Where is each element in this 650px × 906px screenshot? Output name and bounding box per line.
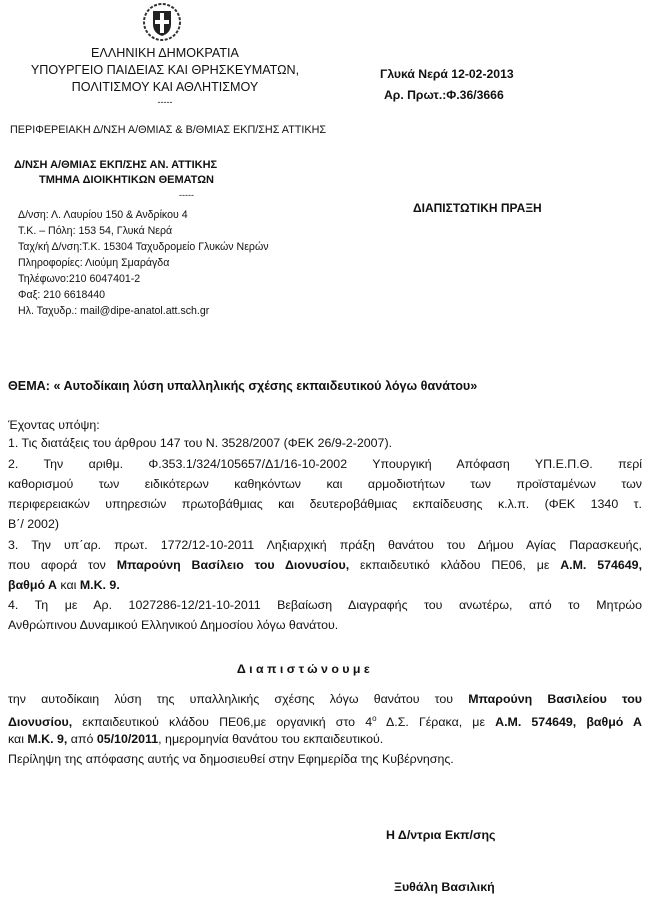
greek-coat-of-arms-icon: [142, 2, 182, 42]
salary-step: Μ.Κ. 9.: [79, 578, 120, 592]
protocol-number: Αρ. Πρωτ.:Φ.36/3666: [384, 88, 504, 102]
ministry-line-2: ΠΟΛΙΤΙΣΜΟΥ ΚΑΙ ΑΘΛΗΤΙΣΜΟΥ: [71, 80, 259, 94]
ordinal-superscript: ο: [372, 714, 377, 723]
item-2-line-4: Β΄/ 2002): [8, 517, 59, 531]
decision-text: την αυτοδίκαιη λύση της υπαλληλικής σχέσης λόγω θανάτου του: [8, 692, 469, 706]
document-type: ΔΙΑΠΙΣΤΩΤΙΚΗ ΠΡΑΞΗ: [413, 201, 542, 215]
separator: -----: [157, 97, 173, 107]
subject: ΘΕΜΑ: « Αυτοδίκαιη λύση υπαλληλικής σχέσης εκπαιδευτικού λόγω θανάτου»: [8, 379, 478, 393]
contact-phone: Τηλέφωνο:210 6047401-2: [18, 273, 141, 285]
item-3-line-3: [8, 576, 642, 595]
registry-grade: Α.Μ. 574649, βαθμό Α: [495, 715, 643, 730]
item-3-line-2: [8, 556, 642, 575]
separator-2: -----: [179, 190, 194, 200]
employee-name: Μπαρούνη Βασιλείου του: [468, 692, 642, 706]
item-3-line-1: 3. Την υπ΄αρ. πρωτ. 1772/12-10-2011 Ληξιαρχική πράξη θανάτου του Δήμου Αγίας Παρασκευής,: [8, 538, 642, 552]
contact-postcode-city: Τ.Κ. – Πόλη: 153 54, Γλυκά Νερά: [18, 225, 173, 237]
death-date: 05/10/2011: [96, 732, 159, 746]
decision-line-4: Περίληψη της απόφασης αυτής να δημοσιευθεί στην Εφημερίδα της Κυβέρνησης.: [8, 752, 454, 766]
decision-line-2: [8, 710, 642, 732]
employee-name: Μπαρούνη Βασίλειο του Διονυσίου,: [116, 558, 350, 572]
contact-address: Δ/νση: Λ. Λαυρίου 150 & Ανδρίκου 4: [18, 209, 188, 221]
contact-postal-address: Ταχ/κή Δ/νση:Τ.Κ. 15304 Ταχυδρομείο Γλυκών Νερών: [18, 241, 269, 253]
salary-step: Μ.Κ. 9,: [27, 732, 71, 746]
item-3-text: που αφορά τον: [8, 558, 117, 572]
item-2-line-2: καθορισμού των ειδικότερων καθηκόντων και αρμοδιοτήτων των προϊσταμένων των: [8, 477, 642, 491]
decision-text: Δ.Σ. Γέρακα, με: [376, 715, 496, 730]
place-date: Γλυκά Νερά 12-02-2013: [380, 67, 514, 81]
department: ΤΜΗΜΑ ΔΙΟΙΚΗΤΙΚΩΝ ΘΕΜΑΤΩΝ: [39, 174, 214, 186]
decision-text: και: [8, 732, 28, 746]
regional-directorate: ΠΕΡΙΦΕΡΕΙΑΚΗ Δ/ΝΣΗ Α/ΘΜΙΑΣ & Β/ΘΜΙΑΣ ΕΚΠ/ΣΗΣ ΑΤΤΙΚΗΣ: [10, 124, 327, 136]
decision-line-1: [8, 690, 642, 709]
ministry-line-1: ΥΠΟΥΡΓΕΙΟ ΠΑΙΔΕΙΑΣ ΚΑΙ ΘΡΗΣΚΕΥΜΑΤΩΝ,: [30, 63, 300, 77]
item-3-text: και: [56, 578, 80, 592]
item-2-line-1: 2. Την αριθμ. Φ.353.1/324/105657/Δ1/16-10-2002 Υπουργική Απόφαση ΥΠ.Ε.Π.Θ. περί: [8, 457, 642, 471]
grade: βαθμό Α: [8, 578, 57, 592]
considering-label: Έχοντας υπόψη:: [8, 418, 100, 432]
signature-title: Η Δ/ντρια Εκπ/σης: [386, 828, 496, 842]
directorate: Δ/ΝΣΗ Α/ΘΜΙΑΣ ΕΚΠ/ΣΗΣ ΑΝ. ΑΤΤΙΚΗΣ: [14, 159, 218, 171]
item-2-line-3: περιφερειακών υπηρεσιών πρωτοβάθμιας και δευτεροβάθμιας εκπαίδευσης κ.λ.π. (ΦΕΚ 1340 τ.: [8, 497, 642, 511]
item-4-line-1: 4. Τη με Αρ. 1027286-12/21-10-2011 Βεβαίωση Διαγραφής του ανωτέρω, από το Μητρώο: [8, 598, 642, 612]
item-3-text: εκπαιδευτικό κλάδου ΠΕ06, με: [349, 558, 561, 572]
contact-fax: Φαξ: 210 6618440: [18, 289, 106, 301]
contact-email: Ηλ. Ταχυδρ.: mail@dipe-anatol.att.sch.gr: [18, 305, 210, 317]
registry-number: Α.Μ. 574649,: [560, 558, 643, 572]
decision-line-3: [8, 730, 642, 749]
decision-text: από: [70, 732, 97, 746]
decision-text: , ημερομηνία θανάτου του εκπαιδευτικού.: [158, 732, 384, 746]
decision-text: εκπαιδευτικού κλάδου ΠΕ06,με οργανική στο 4: [72, 715, 373, 730]
signature-name: Ξυθάλη Βασιλική: [394, 880, 495, 894]
decision-heading: Διαπιστώνουμε: [236, 662, 374, 676]
republic-title: ΕΛΛΗΝΙΚΗ ΔΗΜΟΚΡΑΤΙΑ: [91, 46, 239, 60]
employee-father-name: Διονυσίου,: [8, 715, 73, 730]
item-1: 1. Τις διατάξεις του άρθρου 147 του Ν. 3528/2007 (ΦΕΚ 26/9-2-2007).: [8, 436, 393, 450]
contact-info-person: Πληροφορίες: Λιούμη Σμαράγδα: [18, 257, 170, 269]
item-4-line-2: Ανθρώπινου Δυναμικού Ελληνικού Δημοσίου λόγω θανάτου.: [8, 618, 339, 632]
